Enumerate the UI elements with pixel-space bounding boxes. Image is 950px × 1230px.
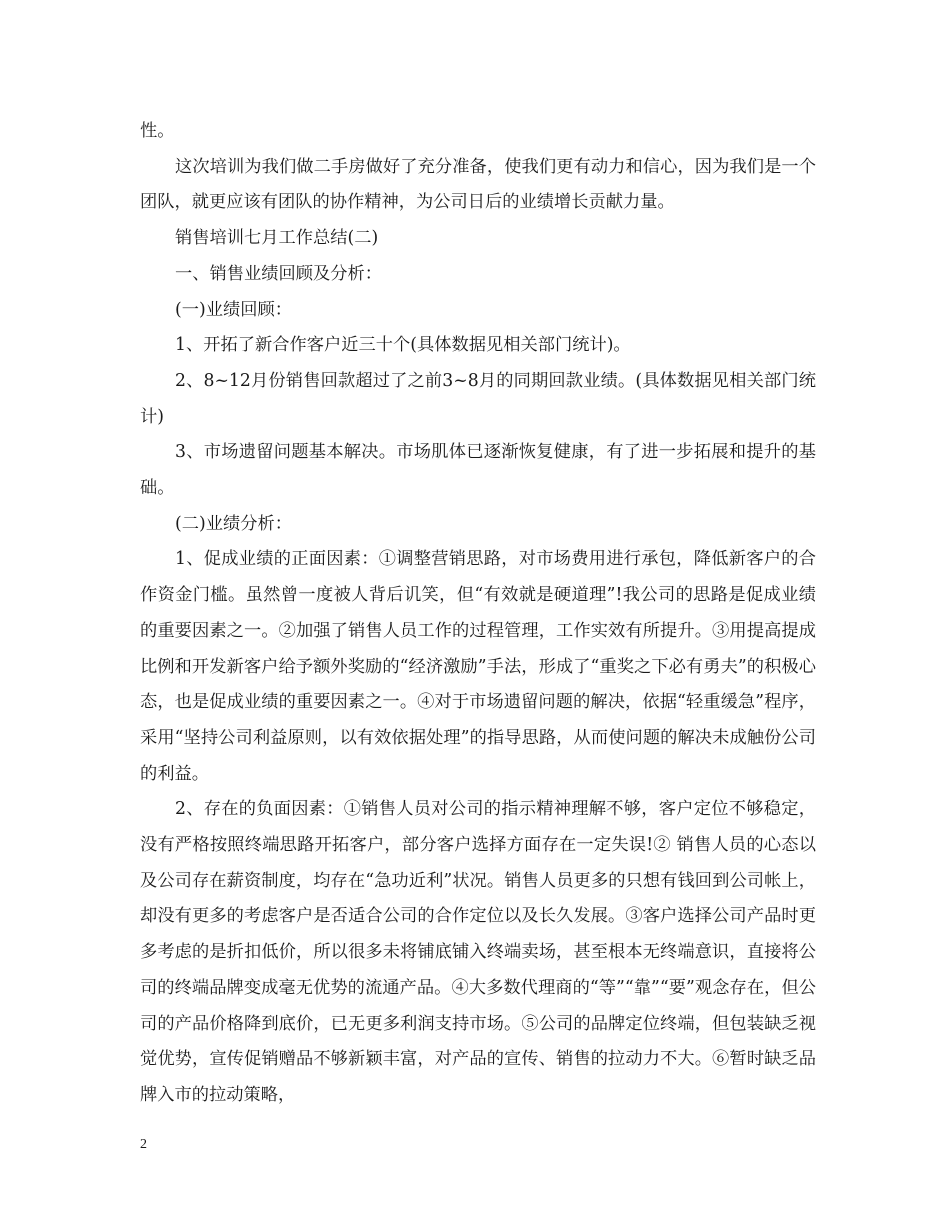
page-number: 2	[140, 1137, 147, 1152]
paragraph: 性。	[140, 121, 175, 141]
list-item: 2、存在的负面因素：①销售人员对公司的指示精神理解不够，客户定位不够稳定，没有严格按照终端思路开拓客户，部分客户选择方面存在一定失误!② 销售人员的心态以及公司存在薪资制度，均存在“急功近利”状况。销售人员更多的只想有钱回到公司帐上，却没有更多的考虑客户是否适合公司的合作定位以及长久发展。③客户选择公司产品时更多考虑的是折扣低价，所以很多未将铺底铺入终端卖场，甚至根本无终端意识，直接将公司的终端品牌变成毫无优势的流通产品。④大多数代理商的“等”“靠”“要”观念存在，但公司的产品价格降到底价，已无更多利润支持市场。⑤公司的品牌定位终端，但包装缺乏视觉优势，宣传促销赠品不够新颖丰富，对产品的宣传、销售的拉动力不大。⑥暂时缺乏品牌入市的拉动策略，	[140, 799, 816, 1105]
list-item: 3、市场遗留问题基本解决。市场肌体已逐渐恢复健康，有了进一步拓展和提升的基础。	[140, 442, 816, 499]
list-item: 1、促成业绩的正面因素：①调整营销思路，对市场费用进行承包，降低新客户的合作资金门槛。虽然曾一度被人背后讥笑，但“有效就是硬道理”!我公司的思路是促成业绩的重要因素之一。②加强了销售人员工作的过程管理，工作实效有所提升。③用提高提成比例和开发新客户给予额外奖励的“经济激励”手法，形成了“重奖之下必有勇夫”的积极心态，也是促成业绩的重要因素之一。④对于市场遗留问题的解决，依据“轻重缓急”程序，采用“坚持公司利益原则，以有效依据处理”的指导思路，从而使问题的解决未成触份公司的利益。	[140, 549, 816, 784]
list-item: 2、8~12月份销售回款超过了之前3~8月的同期回款业绩。(具体数据见相关部门统计)	[140, 370, 816, 427]
section-heading: 销售培训七月工作总结(二)	[175, 228, 379, 249]
subsection-heading: (一)业绩回顾：	[175, 299, 292, 320]
list-item: 1、开拓了新合作客户近三十个(具体数据见相关部门统计)。	[175, 335, 631, 356]
subsection-heading: (二)业绩分析：	[175, 513, 292, 534]
section-heading: 一、销售业绩回顾及分析：	[175, 263, 383, 284]
body-text	[140, 114, 816, 1114]
paragraph: 这次培训为我们做二手房做好了充分准备，使我们更有动力和信心，因为我们是一个团队，就更应该有团队的协作精神，为公司日后的业绩增长贡献力量。	[140, 156, 816, 213]
